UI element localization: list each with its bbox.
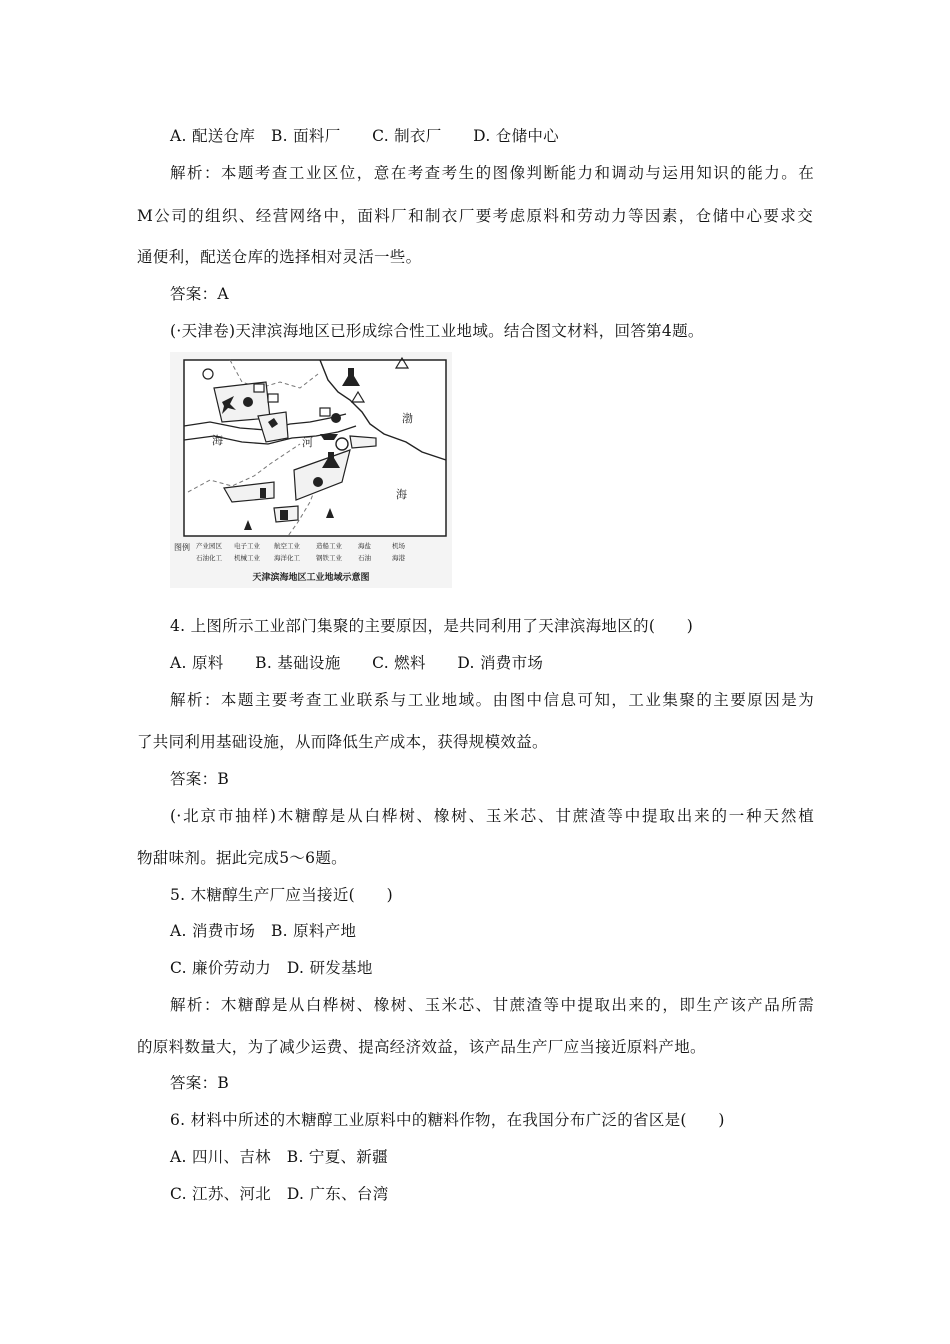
- legend-item: 海盐: [358, 542, 371, 550]
- port-pier: [350, 436, 376, 448]
- gear-icon-3: [313, 477, 323, 487]
- q5-options-cd: C. 廉价劳动力 D. 研发基地: [170, 959, 373, 977]
- legend-item: 海港: [392, 554, 405, 562]
- legend-item: 石油化工: [196, 554, 222, 562]
- q5-answer: 答案：B: [170, 1074, 230, 1092]
- legend-item: 石油: [358, 554, 371, 562]
- q3-analysis-line2: M公司的组织、经营网络中，面料厂和制衣厂要考虑原料和劳动力等因素，仓储中心要求交: [137, 207, 813, 225]
- label-bohai-2: 海: [396, 488, 407, 501]
- legend-item: 产业园区: [196, 542, 222, 550]
- legend-item: 机场: [392, 542, 405, 550]
- beijing-intro-line1: (·北京市抽样)木糖醇是从白桦树、橡树、玉米芯、甘蔗渣等中提取出来的一种天然植: [170, 807, 814, 825]
- legend-item: 海洋化工: [274, 554, 300, 562]
- q5-analysis-line1: 解析：木糖醇是从白桦树、橡树、玉米芯、甘蔗渣等中提取出来的，即生产该产品所需: [170, 996, 814, 1014]
- legend-item: 钢铁工业: [316, 554, 342, 562]
- q5-options-ab: A. 消费市场 B. 原料产地: [170, 922, 357, 940]
- tianjin-industry-map-figure: [170, 352, 452, 588]
- q3-analysis-line3: 通便利，配送仓库的选择相对灵活一些。: [137, 248, 422, 266]
- legend-row-2: [196, 553, 406, 562]
- tianjin-intro: (·天津卷)天津滨海地区已形成综合性工业地域。结合图文材料，回答第4题。: [170, 322, 704, 340]
- steel-icon-3: [280, 510, 288, 520]
- gear-icon: [243, 397, 253, 407]
- computer-icon: [254, 384, 264, 392]
- q3-analysis-line1: 解析：本题考查工业区位，意在考查考生的图像判断能力和调动与运用知识的能力。在: [170, 164, 814, 182]
- legend-item: 电子工业: [234, 542, 260, 550]
- computer-icon-3: [320, 408, 330, 416]
- legend-title: 图例: [174, 543, 190, 552]
- q6-stem: 6. 材料中所述的木糖醇工业原料中的糖料作物，在我国分布广泛的省区是( ): [170, 1111, 725, 1129]
- tianjin-industry-map: [170, 352, 452, 588]
- computer-icon-2: [268, 394, 278, 402]
- q6-options-ab: A. 四川、吉林 B. 宁夏、新疆: [170, 1148, 388, 1166]
- gear-icon-2: [331, 413, 341, 423]
- q5-analysis-line2: 的原料数量大，为了减少运费、提高经济效益，该产品生产厂应当接近原料产地。: [137, 1038, 706, 1056]
- label-river: 河: [302, 436, 313, 449]
- q3-options: A. 配送仓库 B. 面料厂 C. 制衣厂 D. 仓储中心: [170, 127, 559, 145]
- label-sea-west: 海: [212, 434, 223, 447]
- legend-item: 机械工业: [234, 554, 260, 562]
- q5-stem: 5. 木糖醇生产厂应当接近( ): [170, 886, 393, 904]
- q4-analysis-line2: 了共同利用基础设施，从而降低生产成本，获得规模效益。: [137, 733, 548, 751]
- legend-row-1: [196, 541, 406, 550]
- q3-answer: 答案：A: [170, 285, 229, 303]
- q4-answer: 答案：B: [170, 770, 230, 788]
- label-bohai-1: 渤: [402, 412, 413, 425]
- q4-options: A. 原料 B. 基础设施 C. 燃料 D. 消费市场: [170, 654, 544, 672]
- legend-item: 航空工业: [274, 542, 300, 550]
- figure-caption: 天津滨海地区工业地域示意图: [252, 573, 370, 583]
- q6-options-cd: C. 江苏、河北 D. 广东、台湾: [170, 1185, 389, 1203]
- q4-analysis-line1: 解析：本题主要考查工业联系与工业地域。由图中信息可知，工业集聚的主要原因是为: [170, 691, 814, 709]
- q4-stem: 4. 上图所示工业部门集聚的主要原因，是共同利用了天津滨海地区的( ): [170, 617, 694, 635]
- steel-icon-2: [260, 488, 266, 498]
- beijing-intro-line2: 物甜味剂。据此完成5～6题。: [137, 849, 347, 867]
- legend-item: 造船工业: [316, 542, 342, 550]
